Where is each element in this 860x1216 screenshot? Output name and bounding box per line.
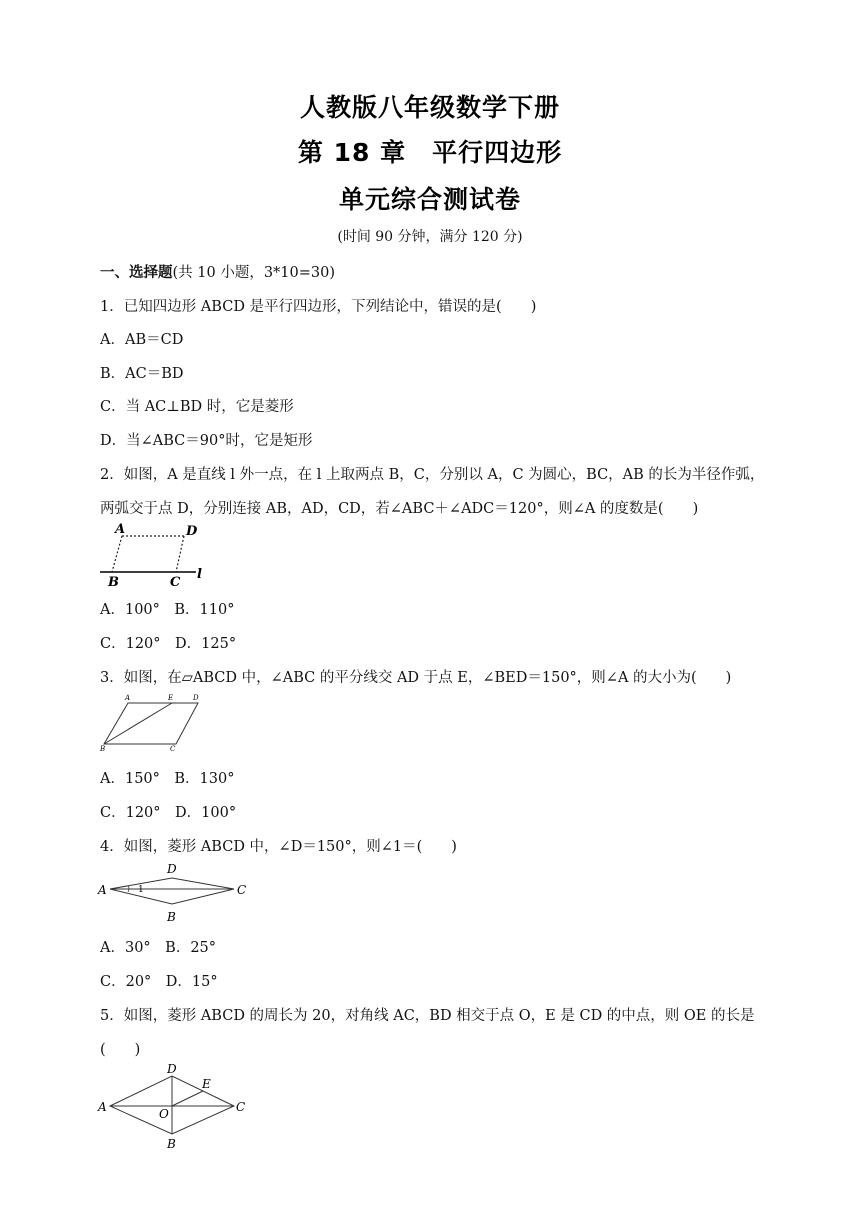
segment-dc — [176, 536, 184, 572]
q2-options-1: A．100° B．110° — [100, 602, 235, 618]
q4-options-2: C．20° D．15° — [100, 974, 218, 990]
q5-stem-line1: 5．如图，菱形 ABCD 的周长为 20，对角线 AC，BD 相交于点 O，E 是 CD 的中点，则 OE 的长是 — [100, 1008, 755, 1024]
label-a: A — [125, 694, 131, 702]
q1-option-d: D．当∠ABC＝90°时，它是矩形 — [100, 433, 313, 449]
label-o: O — [159, 1107, 169, 1121]
q2-stem-line2: 两弧交于点 D，分别连接 AB，AD，CD，若∠ABC＋∠ADC＝120°，则∠A 的度数是( ) — [100, 501, 699, 517]
q3-figure — [100, 692, 210, 754]
label-c: C — [237, 883, 247, 897]
q4-stem: 4．如图，菱形 ABCD 中，∠D＝150°，则∠1＝( ) — [100, 839, 457, 855]
label-c: C — [236, 1100, 246, 1114]
q1-option-a: A．AB＝CD — [100, 332, 184, 348]
time-score-note: (时间 90 分钟，满分 120 分) — [337, 229, 523, 245]
q5-stem-line2: ( ) — [100, 1042, 141, 1058]
section-heading — [100, 261, 335, 282]
q2-options-2: C．120° D．125° — [100, 636, 237, 652]
q1-option-b: B．AC＝BD — [100, 366, 184, 382]
label-c: C — [170, 575, 181, 590]
label-b: B — [108, 575, 119, 590]
label-b: B — [100, 745, 106, 753]
label-d: D — [167, 862, 177, 876]
q1-option-c: C．当 AC⊥BD 时，它是菱形 — [100, 399, 294, 415]
label-c: C — [170, 745, 176, 753]
label-angle-1: 1 — [138, 885, 144, 895]
label-l: l — [197, 567, 202, 582]
q3-options-1: A．150° B．130° — [100, 771, 235, 787]
label-b: B — [167, 910, 176, 924]
label-b: B — [167, 1137, 176, 1151]
label-e: E — [202, 1077, 211, 1091]
label-d: D — [167, 1062, 177, 1076]
label-a: A — [115, 522, 126, 537]
q4-options-1: A．30° B．25° — [100, 940, 217, 956]
label-d: D — [193, 694, 199, 702]
segment-be — [104, 703, 172, 744]
label-a: A — [98, 1100, 107, 1114]
q3-stem: 3．如图，在▱ABCD 中，∠ABC 的平分线交 AD 于点 E，∠BED＝150°，则∠A 的大小为( ) — [100, 670, 732, 686]
q5-figure — [98, 1062, 248, 1154]
q2-stem-line1: 2．如图，A 是直线 l 外一点，在 l 上取两点 B，C，分别以 A，C 为圆心，BC，AB 的长为半径作弧， — [100, 467, 765, 483]
q3-options-2: C．120° D．100° — [100, 805, 237, 821]
q4-figure — [98, 858, 250, 924]
chapter-title: 第 18 章 平行四边形 — [297, 138, 563, 167]
section-head: 一、选择题 — [100, 264, 173, 281]
section-info: (共 10 小题，3*10=30) — [172, 265, 336, 281]
segment-oe — [172, 1091, 203, 1106]
parallelogram-abcd — [104, 703, 198, 744]
test-title: 单元综合测试卷 — [338, 185, 521, 214]
label-e: E — [168, 694, 174, 702]
q1-stem: 1．已知四边形 ABCD 是平行四边形，下列结论中，错误的是( ) — [100, 299, 537, 315]
label-a: A — [98, 883, 107, 897]
label-d: D — [186, 524, 198, 539]
page-title: 人教版八年级数学下册 — [299, 93, 560, 122]
segment-ab — [112, 536, 122, 572]
q2-figure — [100, 520, 210, 590]
